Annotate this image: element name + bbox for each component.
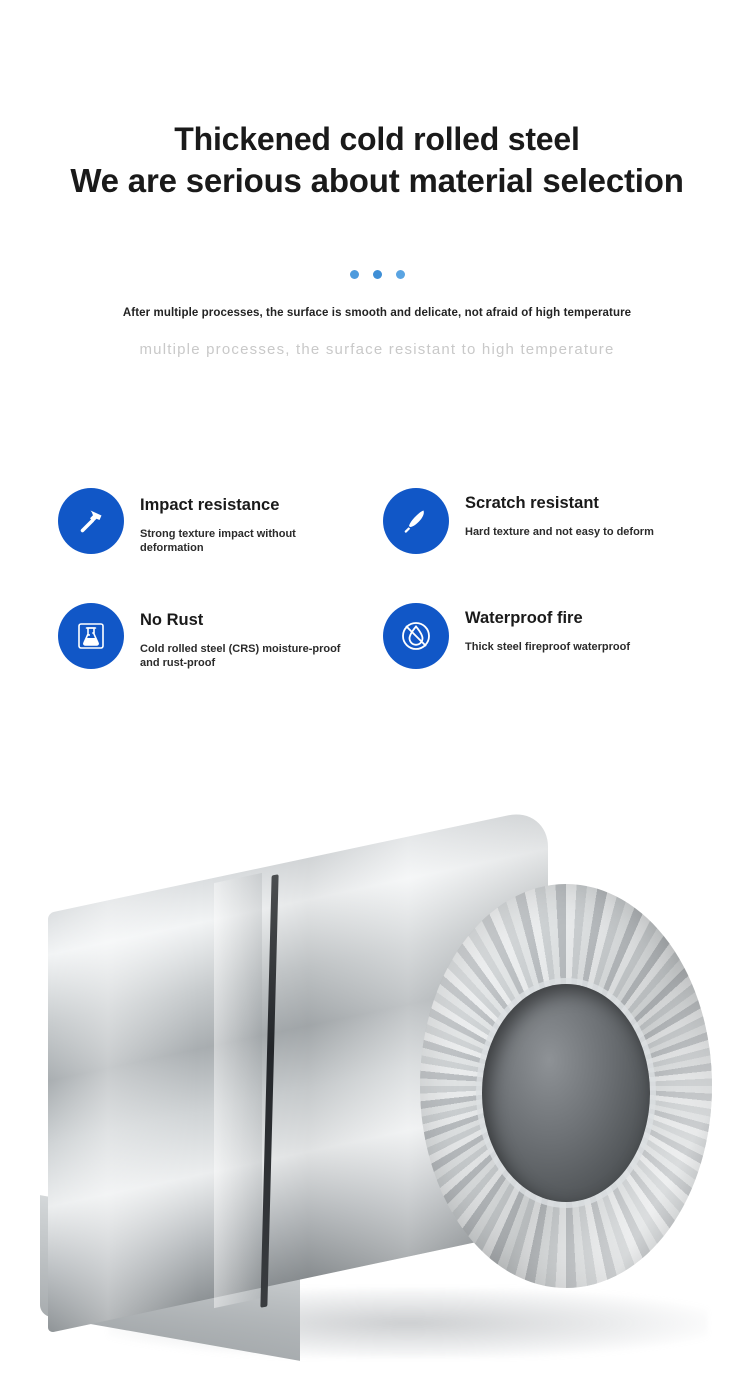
carousel-dots[interactable] xyxy=(0,270,754,279)
hammer-icon xyxy=(58,488,124,554)
page-title: Thickened cold rolled steel xyxy=(174,121,580,157)
feature-text-block xyxy=(465,488,654,539)
feature-grid xyxy=(0,488,754,670)
no-water-drop-icon xyxy=(383,603,449,669)
feature-item-scratch-resistant xyxy=(383,488,696,555)
feature-description: Hard texture and not easy to deform xyxy=(465,526,654,538)
coil-center-hole xyxy=(482,984,650,1202)
page-subtitle: We are serious about material selection xyxy=(70,162,684,199)
carousel-dot-3[interactable] xyxy=(396,270,405,279)
feature-description: Strong texture impact without deformation xyxy=(140,528,296,554)
feature-text-block xyxy=(140,603,350,670)
feature-title: Scratch resistant xyxy=(465,494,599,512)
knife-icon xyxy=(383,488,449,554)
feature-text-block xyxy=(140,488,350,555)
hero-heading-block xyxy=(0,0,754,202)
feature-item-waterproof-fire xyxy=(383,603,696,670)
carousel-dot-2[interactable] xyxy=(373,270,382,279)
feature-item-no-rust xyxy=(58,603,371,670)
flask-icon xyxy=(58,603,124,669)
feature-title: Impact resistance xyxy=(140,496,280,514)
feature-description: Thick steel fireproof waterproof xyxy=(465,641,631,653)
caption-primary: After multiple processes, the surface is smooth and delicate, not afraid of high temperature xyxy=(122,307,632,319)
feature-text-block xyxy=(465,603,630,654)
caption-secondary: multiple processes, the surface resistant to high temperature xyxy=(139,341,615,358)
feature-title: Waterproof fire xyxy=(465,609,583,627)
cold-rolled-steel-coil-photo xyxy=(18,818,736,1358)
carousel-dot-1[interactable] xyxy=(350,270,359,279)
product-photo xyxy=(0,790,754,1397)
feature-title: No Rust xyxy=(140,611,204,629)
feature-description: Cold rolled steel (CRS) moisture-proof and rust-proof xyxy=(140,643,341,669)
feature-item-impact-resistance xyxy=(58,488,371,555)
